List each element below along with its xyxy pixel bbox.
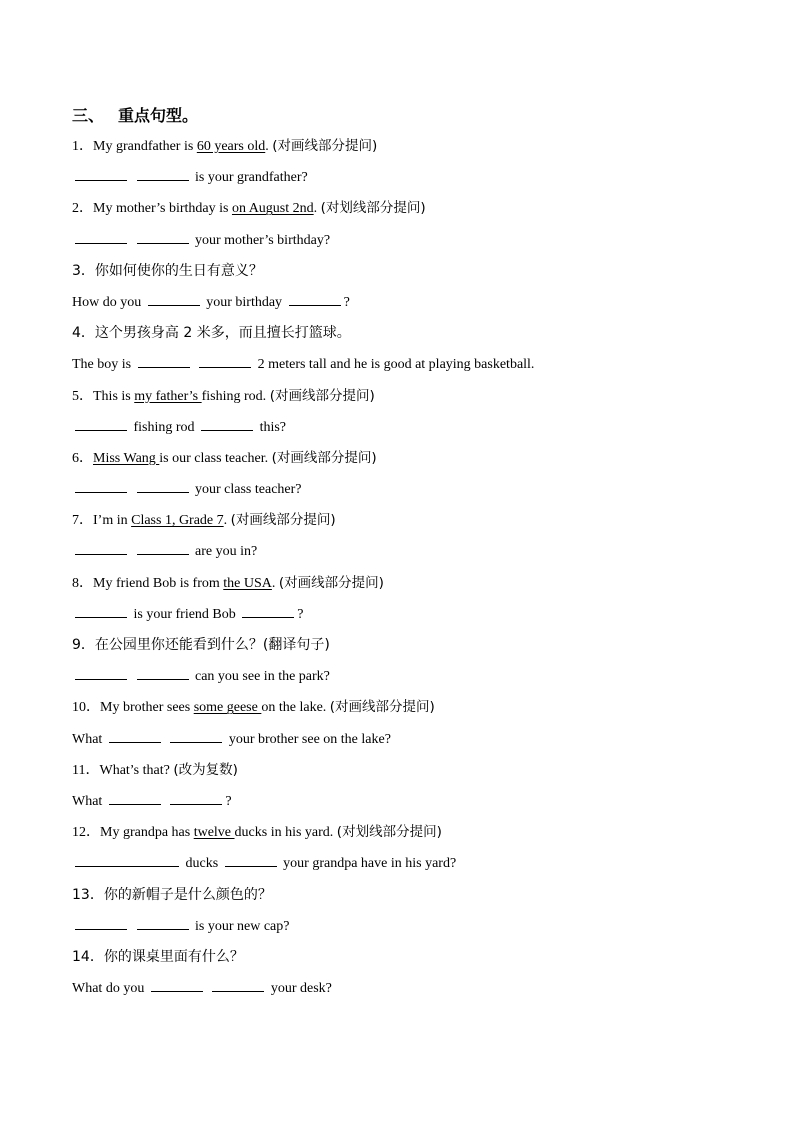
answer-blank[interactable]: [148, 304, 200, 306]
answer-2: your mother’s birthday?: [72, 225, 732, 256]
answer-blank[interactable]: [109, 741, 161, 743]
answer-blank[interactable]: [289, 304, 341, 306]
answer-blank[interactable]: [242, 616, 294, 618]
answer-blank[interactable]: [75, 616, 127, 618]
answer-4: The boy is 2 meters tall and he is good at playing basketball.: [72, 357, 535, 373]
question-2: 2．My mother’s birthday is on August 2nd. (对划线部分提问): [72, 200, 426, 217]
question-4: 4．这个男孩身高 2 米多，而且擅长打篮球。: [72, 325, 351, 342]
question-12: 12．My grandpa has twelve ducks in his yard. (对划线部分提问): [72, 824, 442, 841]
answer-9: can you see in the park?: [72, 661, 732, 692]
question-3: 3．你如何使你的生日有意义？: [72, 262, 263, 279]
question-7: 7．I’m in Class 1, Grade 7. (对画线部分提问): [72, 512, 336, 529]
answer-blank[interactable]: [225, 865, 277, 867]
answer-blank[interactable]: [137, 179, 189, 181]
answer-blank[interactable]: [75, 429, 127, 431]
question-14: 14．你的课桌里面有什么？: [72, 948, 244, 965]
answer-5: fishing rod this?: [72, 412, 732, 443]
answer-blank[interactable]: [137, 928, 189, 930]
question-13: 13．你的新帽子是什么颜色的？: [72, 886, 272, 903]
answer-blank[interactable]: [137, 553, 189, 555]
worksheet-page: [72, 100, 732, 1004]
question-11: 11．What’s that? (改为复数): [72, 761, 238, 778]
question-6: 6．Miss Wang is our class teacher. (对画线部分提问): [72, 449, 377, 466]
answer-blank[interactable]: [212, 990, 264, 992]
answer-blank[interactable]: [75, 678, 127, 680]
answer-3: How do you your birthday ?: [72, 294, 350, 310]
section-title: 重点句型。: [118, 106, 199, 125]
answer-blank[interactable]: [170, 803, 222, 805]
answer-blank[interactable]: [138, 366, 190, 368]
answer-blank[interactable]: [75, 553, 127, 555]
answer-blank[interactable]: [137, 242, 189, 244]
section-heading: [72, 100, 732, 131]
answer-7: are you in?: [72, 536, 732, 567]
answer-blank[interactable]: [201, 429, 253, 431]
section-number: 三、: [72, 106, 105, 125]
answer-11: What ?: [72, 793, 232, 809]
answer-blank[interactable]: [75, 928, 127, 930]
answer-blank[interactable]: [199, 366, 251, 368]
question-8: 8．My friend Bob is from the USA. (对画线部分提问): [72, 574, 384, 591]
answer-blank[interactable]: [137, 491, 189, 493]
answer-8: is your friend Bob ?: [72, 599, 732, 630]
answer-14: What do you your desk?: [72, 981, 332, 997]
answer-blank[interactable]: [137, 678, 189, 680]
answer-1: is your grandfather?: [72, 162, 732, 193]
answer-10: What your brother see on the lake?: [72, 731, 391, 747]
answer-blank[interactable]: [109, 803, 161, 805]
question-1: 1．My grandfather is 60 years old. (对画线部分提问): [72, 138, 378, 154]
answer-blank[interactable]: [75, 491, 127, 493]
question-9: 9．在公园里你还能看到什么？(翻译句子): [72, 637, 330, 653]
answer-blank[interactable]: [75, 865, 179, 867]
question-5: 5．This is my father’s fishing rod. (对画线部分提问): [72, 387, 375, 404]
answer-blank[interactable]: [170, 741, 222, 743]
question-10: 10．My brother sees some geese on the lake. (对画线部分提问): [72, 699, 435, 716]
answer-blank[interactable]: [75, 242, 127, 244]
answer-blank[interactable]: [151, 990, 203, 992]
answer-12: ducks your grandpa have in his yard?: [72, 848, 732, 879]
answer-13: is your new cap?: [72, 911, 732, 942]
answer-blank[interactable]: [75, 179, 127, 181]
answer-6: your class teacher?: [72, 474, 732, 505]
